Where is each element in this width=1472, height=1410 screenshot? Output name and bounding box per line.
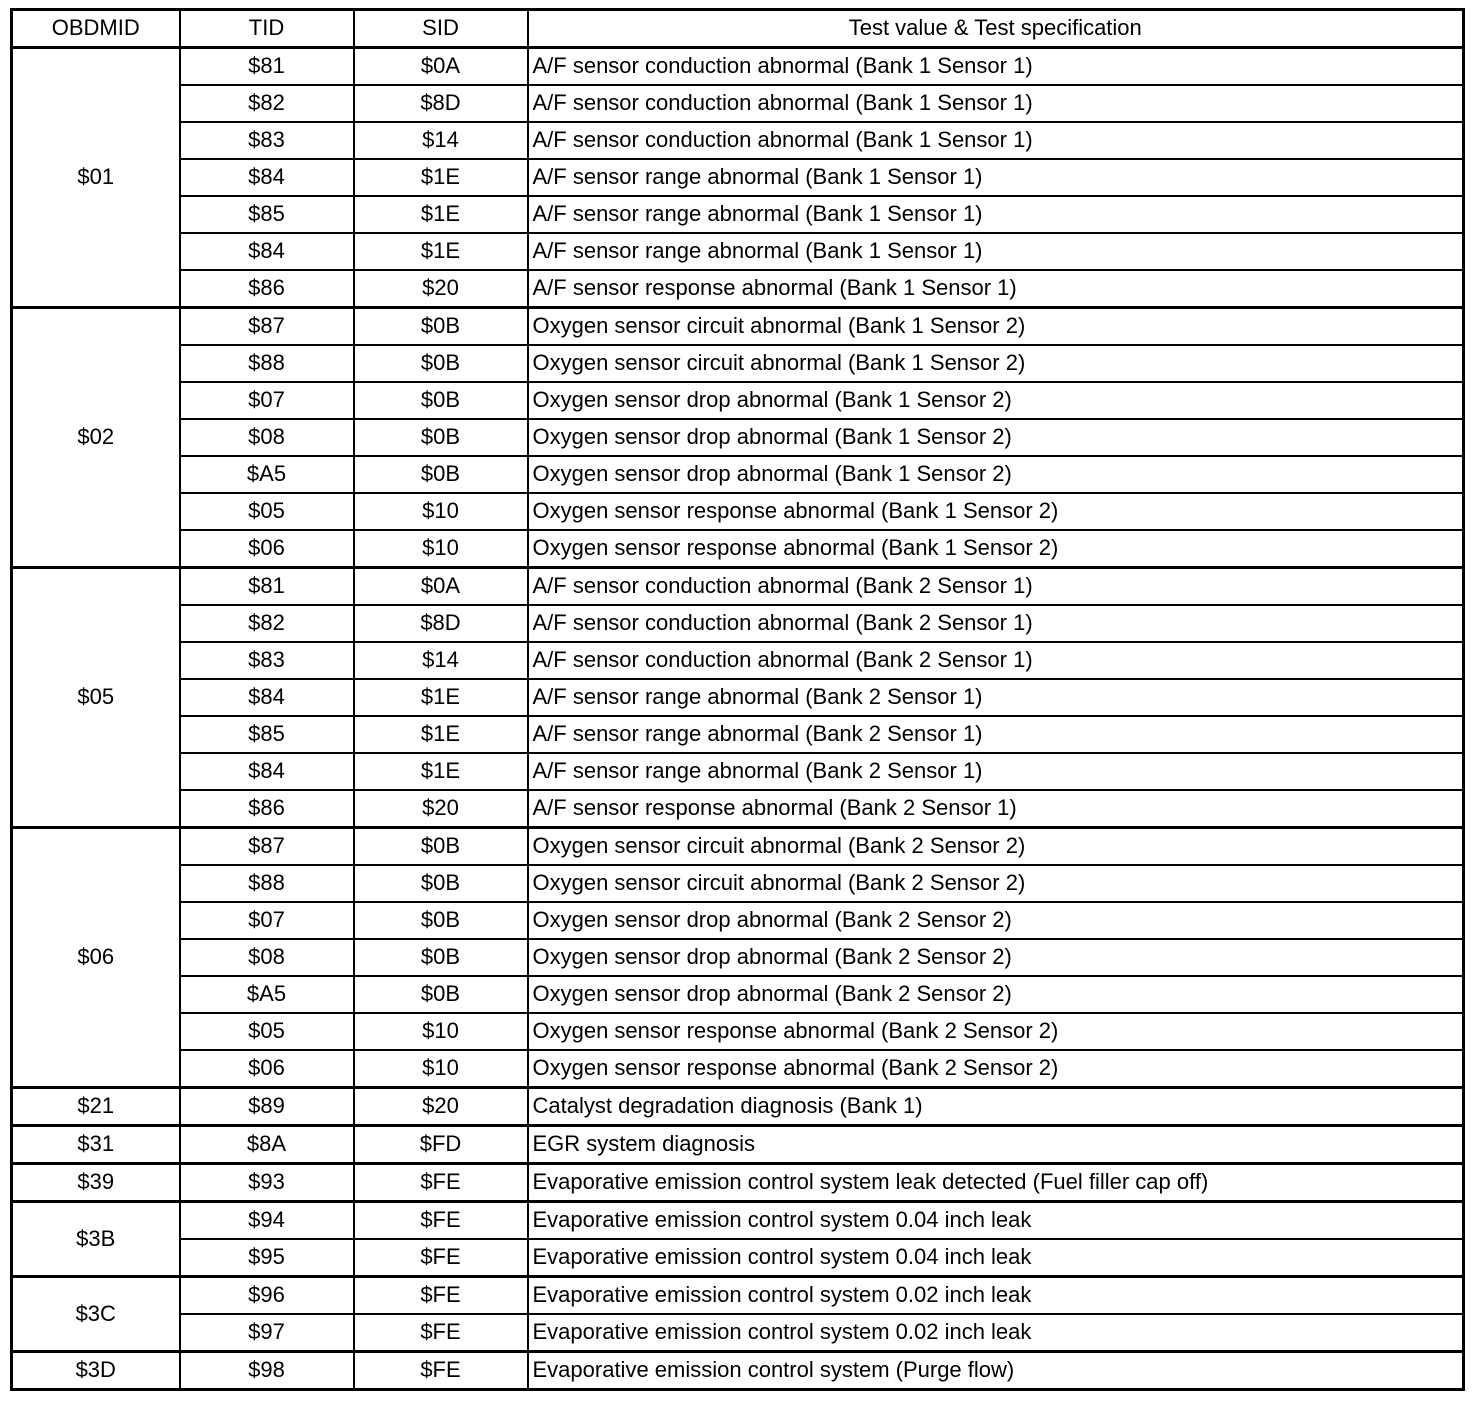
obdmid-cell: $3D [12,1352,180,1390]
sid-cell: $0B [354,939,528,976]
tid-cell: $84 [180,233,354,270]
table-row [12,530,1464,568]
tid-cell: $81 [180,568,354,606]
tid-cell: $94 [180,1202,354,1240]
sid-cell: $FE [354,1239,528,1277]
table-row [12,345,1464,382]
sid-cell: $0B [354,865,528,902]
table-row [12,828,1464,866]
table-header-row [12,10,1464,48]
spec-cell: Evaporative emission control system 0.02 inch leak [528,1314,1464,1352]
tid-cell: $06 [180,1050,354,1088]
sid-cell: $10 [354,1013,528,1050]
header-tid: TID [180,10,354,48]
spec-cell: A/F sensor conduction abnormal (Bank 2 Sensor 1) [528,642,1464,679]
sid-cell: $8D [354,605,528,642]
spec-cell: Oxygen sensor circuit abnormal (Bank 1 Sensor 2) [528,345,1464,382]
table-row [12,939,1464,976]
obdmid-cell: $31 [12,1126,180,1164]
sid-cell: $FE [354,1352,528,1390]
sid-cell: $14 [354,122,528,159]
spec-cell: A/F sensor response abnormal (Bank 2 Sensor 1) [528,790,1464,828]
table-row [12,1352,1464,1390]
diagnostic-table [10,8,1465,1391]
table-body [12,48,1464,1390]
header-obdmid: OBDMID [12,10,180,48]
spec-cell: Oxygen sensor response abnormal (Bank 2 Sensor 2) [528,1050,1464,1088]
table-row [12,976,1464,1013]
spec-cell: Catalyst degradation diagnosis (Bank 1) [528,1088,1464,1126]
spec-cell: Oxygen sensor drop abnormal (Bank 2 Sensor 2) [528,939,1464,976]
sid-cell: $10 [354,530,528,568]
sid-cell: $0B [354,382,528,419]
sid-cell: $FE [354,1202,528,1240]
table-row [12,196,1464,233]
spec-cell: Oxygen sensor circuit abnormal (Bank 2 Sensor 2) [528,828,1464,866]
table-row [12,159,1464,196]
sid-cell: $20 [354,270,528,308]
sid-cell: $8D [354,85,528,122]
table-row [12,568,1464,606]
spec-cell: A/F sensor response abnormal (Bank 1 Sensor 1) [528,270,1464,308]
sid-cell: $0B [354,828,528,866]
tid-cell: $07 [180,902,354,939]
table-row [12,1164,1464,1202]
table-row [12,1013,1464,1050]
spec-cell: Evaporative emission control system (Purge flow) [528,1352,1464,1390]
table-row [12,48,1464,86]
spec-cell: Evaporative emission control system 0.04 inch leak [528,1239,1464,1277]
table-row [12,1277,1464,1315]
tid-cell: $98 [180,1352,354,1390]
table-row [12,1314,1464,1352]
spec-cell: Oxygen sensor circuit abnormal (Bank 2 Sensor 2) [528,865,1464,902]
tid-cell: $05 [180,493,354,530]
sid-cell: $0B [354,419,528,456]
sid-cell: $10 [354,1050,528,1088]
sid-cell: $0B [354,976,528,1013]
sid-cell: $FE [354,1164,528,1202]
tid-cell: $08 [180,939,354,976]
tid-cell: $08 [180,419,354,456]
table-row [12,456,1464,493]
table-row [12,753,1464,790]
spec-cell: Oxygen sensor drop abnormal (Bank 1 Sensor 2) [528,419,1464,456]
spec-cell: Oxygen sensor response abnormal (Bank 2 Sensor 2) [528,1013,1464,1050]
sid-cell: $0A [354,568,528,606]
tid-cell: $82 [180,85,354,122]
sid-cell: $1E [354,233,528,270]
table-row [12,790,1464,828]
tid-cell: $88 [180,345,354,382]
header-test-value: Test value & Test specification [528,10,1464,48]
tid-cell: $86 [180,790,354,828]
spec-cell: Evaporative emission control system leak detected (Fuel filler cap off) [528,1164,1464,1202]
sid-cell: $20 [354,790,528,828]
table-row [12,1239,1464,1277]
spec-cell: EGR system diagnosis [528,1126,1464,1164]
table-row [12,1126,1464,1164]
table-row [12,122,1464,159]
tid-cell: $84 [180,679,354,716]
sid-cell: $1E [354,679,528,716]
spec-cell: A/F sensor range abnormal (Bank 2 Sensor 1) [528,679,1464,716]
sid-cell: $0B [354,902,528,939]
sid-cell: $0B [354,345,528,382]
spec-cell: A/F sensor conduction abnormal (Bank 1 Sensor 1) [528,48,1464,86]
tid-cell: $82 [180,605,354,642]
sid-cell: $1E [354,196,528,233]
tid-cell: $86 [180,270,354,308]
sid-cell: $0B [354,456,528,493]
spec-cell: Oxygen sensor drop abnormal (Bank 2 Sensor 2) [528,902,1464,939]
spec-cell: A/F sensor range abnormal (Bank 1 Sensor 1) [528,196,1464,233]
tid-cell: $88 [180,865,354,902]
tid-cell: $85 [180,196,354,233]
spec-cell: Oxygen sensor drop abnormal (Bank 1 Sensor 2) [528,456,1464,493]
spec-cell: A/F sensor range abnormal (Bank 2 Sensor 1) [528,716,1464,753]
spec-cell: A/F sensor conduction abnormal (Bank 2 Sensor 1) [528,605,1464,642]
sid-cell: $1E [354,753,528,790]
table-row [12,716,1464,753]
table-row [12,1050,1464,1088]
tid-cell: $89 [180,1088,354,1126]
table-row [12,902,1464,939]
sid-cell: $20 [354,1088,528,1126]
table-row [12,85,1464,122]
tid-cell: $07 [180,382,354,419]
tid-cell: $83 [180,122,354,159]
obdmid-cell: $01 [12,48,180,308]
sid-cell: $0A [354,48,528,86]
spec-cell: Oxygen sensor response abnormal (Bank 1 Sensor 2) [528,530,1464,568]
table-row [12,1088,1464,1126]
tid-cell: $97 [180,1314,354,1352]
table-row [12,270,1464,308]
table-row [12,308,1464,346]
tid-cell: $83 [180,642,354,679]
spec-cell: A/F sensor range abnormal (Bank 2 Sensor 1) [528,753,1464,790]
spec-cell: Oxygen sensor drop abnormal (Bank 1 Sensor 2) [528,382,1464,419]
tid-cell: $84 [180,159,354,196]
tid-cell: $81 [180,48,354,86]
table-row [12,382,1464,419]
spec-cell: Oxygen sensor circuit abnormal (Bank 1 Sensor 2) [528,308,1464,346]
header-sid: SID [354,10,528,48]
tid-cell: $93 [180,1164,354,1202]
spec-cell: Evaporative emission control system 0.02 inch leak [528,1277,1464,1315]
spec-cell: A/F sensor conduction abnormal (Bank 1 Sensor 1) [528,85,1464,122]
spec-cell: Oxygen sensor drop abnormal (Bank 2 Sensor 2) [528,976,1464,1013]
obdmid-cell: $02 [12,308,180,568]
tid-cell: $87 [180,308,354,346]
tid-cell: $95 [180,1239,354,1277]
sid-cell: $14 [354,642,528,679]
obdmid-cell: $39 [12,1164,180,1202]
sid-cell: $FE [354,1314,528,1352]
table-row [12,1202,1464,1240]
table-row [12,865,1464,902]
obdmid-cell: $3C [12,1277,180,1352]
spec-cell: A/F sensor range abnormal (Bank 1 Sensor 1) [528,233,1464,270]
spec-cell: A/F sensor conduction abnormal (Bank 1 Sensor 1) [528,122,1464,159]
table-row [12,419,1464,456]
sid-cell: $10 [354,493,528,530]
spec-cell: Oxygen sensor response abnormal (Bank 1 Sensor 2) [528,493,1464,530]
table-row [12,605,1464,642]
obdmid-cell: $21 [12,1088,180,1126]
sid-cell: $FE [354,1277,528,1315]
obdmid-cell: $06 [12,828,180,1088]
sid-cell: $1E [354,159,528,196]
tid-cell: $85 [180,716,354,753]
tid-cell: $05 [180,1013,354,1050]
sid-cell: $1E [354,716,528,753]
tid-cell: $A5 [180,456,354,493]
spec-cell: A/F sensor conduction abnormal (Bank 2 Sensor 1) [528,568,1464,606]
obdmid-cell: $05 [12,568,180,828]
spec-cell: Evaporative emission control system 0.04 inch leak [528,1202,1464,1240]
tid-cell: $96 [180,1277,354,1315]
table-row [12,642,1464,679]
tid-cell: $87 [180,828,354,866]
tid-cell: $8A [180,1126,354,1164]
tid-cell: $06 [180,530,354,568]
spec-cell: A/F sensor range abnormal (Bank 1 Sensor 1) [528,159,1464,196]
sid-cell: $0B [354,308,528,346]
table-row [12,493,1464,530]
table-row [12,233,1464,270]
table-row [12,679,1464,716]
tid-cell: $A5 [180,976,354,1013]
obdmid-cell: $3B [12,1202,180,1277]
sid-cell: $FD [354,1126,528,1164]
tid-cell: $84 [180,753,354,790]
